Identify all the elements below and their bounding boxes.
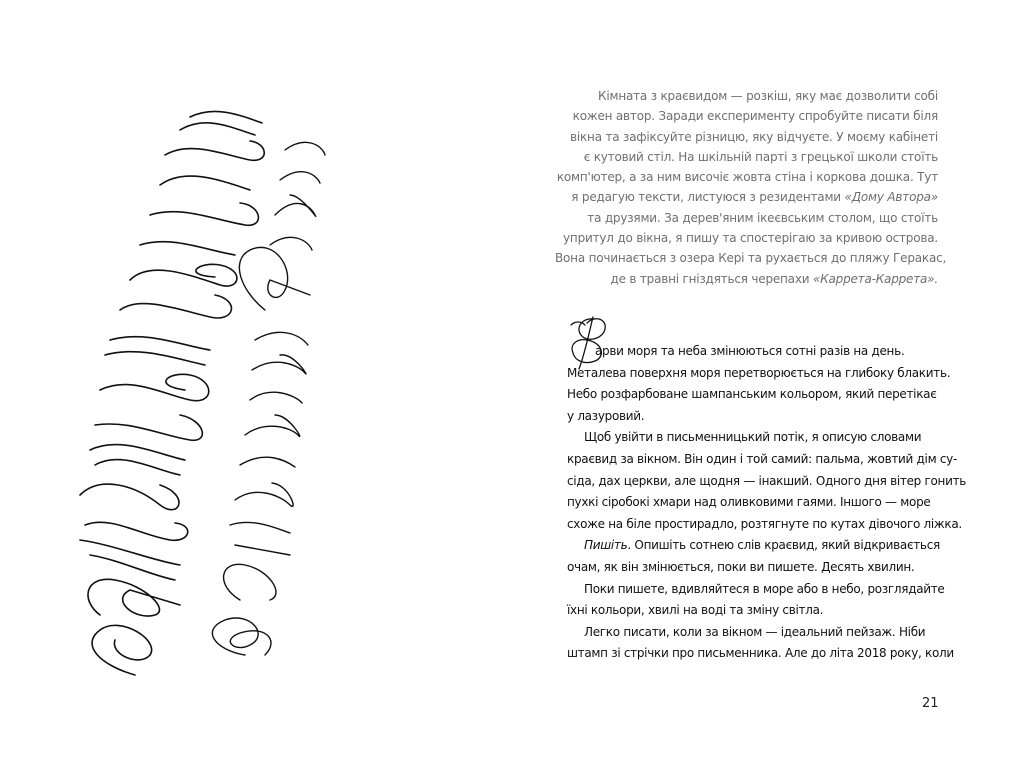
body-text-fragment: . Опишіть сотнею слів краєвид, який відкривається <box>627 538 940 553</box>
body-line <box>567 579 945 601</box>
body-line-text: їхні кольори, хвилі на воді та зміну світла. <box>567 603 824 618</box>
body-line <box>567 600 939 622</box>
epigraph-line: та друзями. За дерев'яним ікеєвським столом, що стоїть <box>587 210 938 225</box>
body-line-text: штамп зі стрічки про письменника. Але до літа 2018 року, коли <box>567 646 954 661</box>
body-line-text: Щоб увійти в письменницький потік, я описую словами <box>584 430 922 445</box>
epigraph-italic: «Каррета-Каррета». <box>812 271 938 286</box>
calligraphy-heading <box>40 55 290 685</box>
body-line <box>567 557 939 579</box>
epigraph-line <box>555 187 938 207</box>
body-italic: Пишіть <box>584 538 628 553</box>
body-line-text <box>584 535 940 557</box>
body-line-text: Металева поверхня моря перетворюється на глибоку блакить. <box>567 365 951 380</box>
body-text <box>567 341 967 665</box>
body-line <box>567 406 939 428</box>
body-line-text: Легко писати, коли за вікном — ідеальний пейзаж. Ніби <box>584 624 926 639</box>
epigraph-line: Кімната з краєвидом — розкіш, яку має дозволити собі <box>598 89 938 103</box>
body-line-text: краєвид за вікном. Він один і той самий: пальма, жовтий дім су- <box>567 451 957 466</box>
epigraph <box>555 86 947 289</box>
body-line <box>567 535 939 557</box>
epigraph-line: кожен автор. Заради експерименту спробуйте писати біля <box>572 109 938 124</box>
body-line <box>567 622 939 644</box>
body-line-text: арви моря та неба змінюються сотні разів на день. <box>595 344 905 358</box>
epigraph-italic: «Дому Автора» <box>844 190 938 205</box>
epigraph-text: де в травні гніздяться черепахи <box>610 271 813 286</box>
epigraph-line <box>555 269 938 289</box>
epigraph-line: комп'ютер, а за ним височіє жовта стіна і коркова дошка. Тут <box>556 170 938 185</box>
epigraph-text: я редагую тексти, листуюся з резидентами <box>571 190 845 205</box>
body-line-text: у лазуровий. <box>567 408 645 423</box>
body-line <box>567 384 939 406</box>
body-line-text: пухкі сіробокі хмари над оливковими гаями. Іншого — море <box>567 495 931 510</box>
body-line <box>567 363 951 385</box>
epigraph-line: упритул до вікна, я пишу та спостерігаю за кривою острова. <box>563 231 938 246</box>
body-line <box>567 449 957 471</box>
body-line-text: Поки пишете, вдивляйтеся в море або в небо, розглядайте <box>584 581 945 596</box>
epigraph-line: є кутовий стіл. На шкільній парті з грецької школи стоїть <box>583 149 938 164</box>
body-line-text: сіда, дах церкви, але щодня — інакший. Одного дня вітер гонить <box>567 473 967 488</box>
body-line-text: Небо розфарбоване шампанським кольором, який перетікає <box>567 387 937 402</box>
body-line <box>567 514 962 536</box>
body-line <box>567 492 939 514</box>
body-line <box>567 471 967 493</box>
epigraph-line: Вона починається з озера Кері та рухається до пляжу Геракас, <box>555 251 947 266</box>
body-line <box>567 427 939 449</box>
page-number: 21 <box>922 696 939 711</box>
body-line <box>567 643 954 665</box>
body-line-text: очам, як він змінюється, поки ви пишете. Десять хвилин. <box>567 559 915 574</box>
body-line <box>567 341 939 363</box>
body-line-text: схоже на біле простирадло, розтягнуте по кутах дівочого ліжка. <box>567 516 962 531</box>
epigraph-line: вікна та зафіксуйте різницю, яку відчуєте. У моєму кабінеті <box>570 129 938 144</box>
